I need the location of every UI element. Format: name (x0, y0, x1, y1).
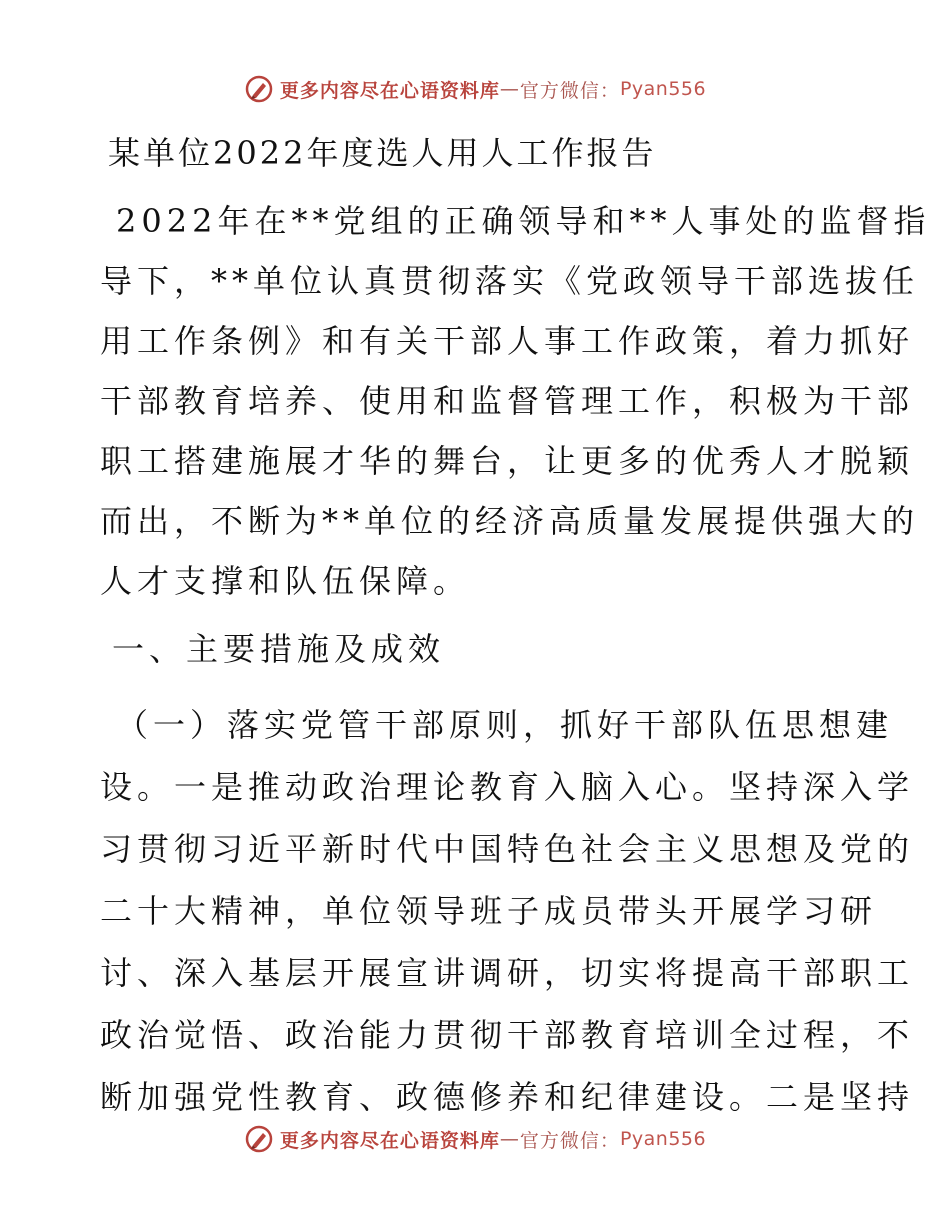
body-line: 导下，**单位认真贯彻落实《党政领导干部选拔任 (100, 262, 920, 300)
section-heading: 一、主要措施及成效 (112, 630, 446, 668)
body-line: 而出，不断为**单位的经济高质量发展提供强大的 (100, 502, 920, 540)
pen-circle-logo-icon (244, 1124, 274, 1154)
watermark-wechat-label: 官方微信： (519, 79, 620, 102)
body-line: （一）落实党管干部原则，抓好干部队伍思想建 (116, 706, 894, 744)
watermark-wechat-label: 官方微信： (519, 1129, 620, 1152)
watermark-brand-text: 更多内容尽在心语资料库 (279, 79, 500, 102)
watermark-separator: — (499, 1128, 520, 1150)
body-line: 用工作条例》和有关干部人事工作政策，着力抓好 (100, 322, 915, 360)
body-line: 讨、深入基层开展宣讲调研，切实将提高干部职工 (100, 954, 915, 992)
body-line: 干部教育培养、使用和监督管理工作，积极为干部 (100, 382, 915, 420)
watermark-wechat-id: Pyan556 (619, 1128, 707, 1150)
body-line: 习贯彻习近平新时代中国特色社会主义思想及党的 (100, 830, 915, 868)
header-watermark (0, 74, 950, 104)
body-line: 政治觉悟、政治能力贯彻干部教育培训全过程，不 (100, 1016, 915, 1054)
body-line: 职工搭建施展才华的舞台，让更多的优秀人才脱颖 (100, 442, 915, 480)
body-line: 断加强党性教育、政德修养和纪律建设。二是坚持 (100, 1078, 915, 1116)
watermark-brand-text: 更多内容尽在心语资料库 (279, 1129, 500, 1152)
watermark-separator: — (499, 78, 520, 100)
watermark-wechat-id: Pyan556 (619, 78, 707, 100)
body-line: 人才支撑和队伍保障。 (100, 562, 471, 600)
body-line: 2022年在**党组的正确领导和**人事处的监督指 (116, 202, 931, 240)
pen-circle-logo-icon (244, 74, 274, 104)
footer-watermark (0, 1124, 950, 1154)
body-line: 设。一是推动政治理论教育入脑入心。坚持深入学 (100, 768, 915, 806)
body-line: 二十大精神，单位领导班子成员带头开展学习研 (100, 892, 878, 930)
document-title: 某单位2022年度选人用人工作报告 (108, 134, 657, 172)
